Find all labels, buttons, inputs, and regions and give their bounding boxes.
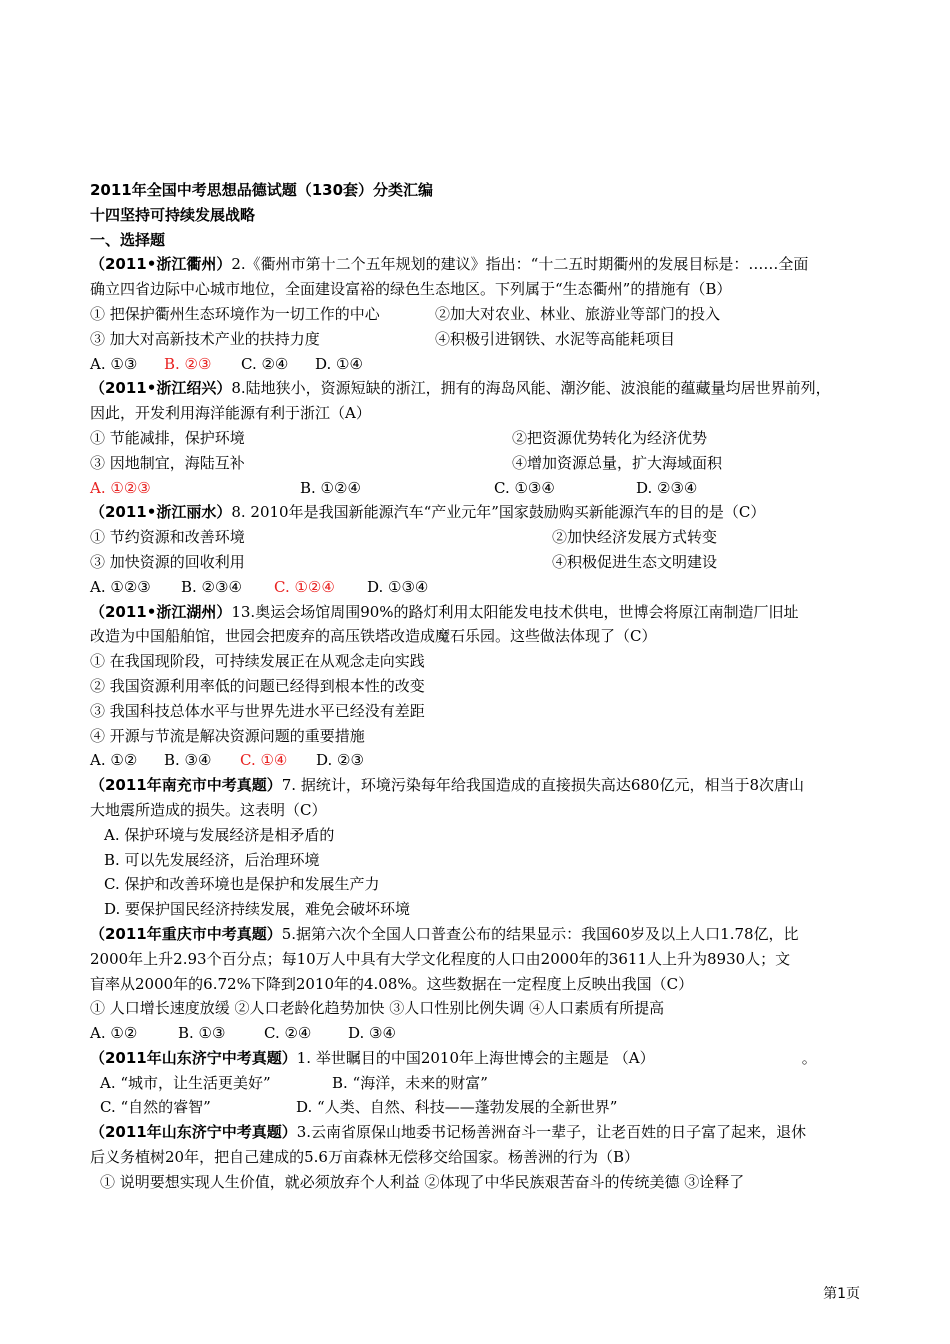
question-source: （2011年山东济宁中考真题） [90,1048,297,1067]
answer-choice: A. 保护环境与发展经济是相矛盾的 [104,825,335,844]
question-text: 3.云南省原保山地委书记杨善洲奋斗一辈子，让老百姓的日子富了起来，退休 [296,1123,807,1142]
answer-choice-correct: C. ①②④ [274,577,335,596]
option-row [90,327,870,352]
chapter-heading: 十四坚持可持续发展战略 [90,205,256,224]
question-text: 8. 2010年是我国新能源汽车“产业元年”国家鼓励购买新能源汽车的目的是（C） [231,503,766,522]
answer-row [90,352,870,377]
answer-choice: C. 保护和改善环境也是保护和发展生产力 [104,875,380,894]
option: ④增加资源总量，扩大海域面积 [512,453,723,472]
option: ① 把保护衢州生态环境作为一切工作的中心 [90,304,380,323]
option: ④积极促进生态文明建设 [552,552,718,571]
question-source: （2011•浙江湖州） [90,602,232,621]
question-5 [90,773,870,798]
question-4 [90,600,870,625]
question-text: 1. 举世瞩目的中国2010年上海世博会的主题是 （A） [296,1048,655,1067]
option: ② 我国资源利用率低的问题已经得到根本性的改变 [90,676,425,695]
answer-choice: D. ①④ [315,354,363,373]
answer-choice: B. 可以先发展经济，后治理环境 [104,850,320,869]
answer-choice: B. ③④ [164,751,212,770]
option-row [90,426,870,451]
question-text-line: 改造为中国船舶馆，世园会把废弃的高压铁塔改造成魔石乐园。这些做法体现了（C） [90,627,657,646]
question-text-line: 确立四省边际中心城市地位，全面建设富裕的绿色生态地区。下列属于“生态衢州”的措施有（B） [90,280,732,299]
question-7 [90,1046,870,1071]
answer-choice: B. ①②④ [300,478,361,497]
answer-choice-correct: C. ①④ [240,751,288,770]
answer-choice: C. ②④ [241,354,289,373]
answer-choice: A. ①② [90,751,138,770]
question-text-line: 大地震所造成的损失。这表明（C） [90,800,327,819]
question-text: 5.据第六次个全国人口普查公布的结果显示：我国60岁及以上人口1.78亿，比 [281,924,799,943]
option-row [90,525,870,550]
option: ① 节约资源和改善环境 [90,528,245,547]
question-text: 2.《衢州市第十二个五年规划的建议》指出：“十二五时期衢州的发展目标是：……全面 [231,255,809,274]
question-1 [90,252,870,277]
answer-row [90,575,870,600]
question-3 [90,500,870,525]
question-source: （2011年重庆市中考真题） [90,924,282,943]
option: ②加快经济发展方式转变 [552,528,718,547]
question-2 [90,376,870,401]
option: ④ 开源与节流是解决资源问题的重要措施 [90,726,365,745]
question-text-line: 后义务植树20年，把自己建成的5.6万亩森林无偿移交给国家。杨善洲的行为（B） [90,1148,639,1167]
answer-choice: A. ①②③ [90,577,151,596]
answer-choice: D. ②③④ [636,478,698,497]
option-row: ① 人口增长速度放缓 ②人口老龄化趋势加快 ③人口性别比例失调 ④人口素质有所提高 [90,999,665,1018]
question-text-line: 2000年上升2.93个百分点；每10万人中具有大学文化程度的人口由2000年的3611人上升为8930人；文 [90,949,791,968]
question-source: （2011•浙江绍兴） [90,379,232,398]
option-row [90,302,870,327]
answer-choice: D. ②③ [316,751,364,770]
answer-choice: C. ①③④ [494,478,555,497]
section-heading: 一、选择题 [90,230,166,249]
answer-row [90,1071,870,1096]
answer-row [90,476,870,501]
question-text: 7. 据统计，环境污染每年给我国造成的直接损失高达680亿元，相当于8次唐山 [281,776,805,795]
answer-choice: B. “海洋，未来的财富” [332,1073,488,1092]
question-text: 8.陆地狭小，资源短缺的浙江，拥有的海岛风能、潮汐能、波浪能的蕴藏量均居世界前列， [231,379,831,398]
option-row [90,550,870,575]
question-6 [90,922,870,947]
option: ① 节能减排，保护环境 [90,428,245,447]
question-text: 13.奥运会场馆周围90%的路灯利用太阳能发电技术供电，世博会将原江南制造厂旧址 [231,602,799,621]
option: ③ 因地制宜，海陆互补 [90,453,245,472]
answer-choice: D. ①③④ [367,577,429,596]
answer-choice: D. ③④ [348,1024,396,1043]
document-title: 2011年全国中考思想品德试题（130套）分类汇编 [90,181,434,199]
answer-choice: A. ①③ [90,354,138,373]
question-text-line: 因此，开发利用海洋能源有利于浙江（A） [90,404,371,423]
answer-row [90,1095,870,1120]
answer-choice: A. ①② [90,1024,138,1043]
question-text-line: 盲率从2000年的6.72%下降到2010年的4.08%。这些数据在一定程度上反映出我国（C） [90,974,694,993]
option-row: ① 说明要想实现人生价值，就必须放弃个人利益 ②体现了中华民族艰苦奋斗的传统美德 ③诠释了 [100,1172,745,1191]
question-source: （2011•浙江丽水） [90,503,232,522]
question-source: （2011年南充市中考真题） [90,776,282,795]
question-8 [90,1120,870,1145]
option: ① 在我国现阶段，可持续发展正在从观念走向实践 [90,652,425,671]
answer-choice: B. ②③④ [181,577,242,596]
answer-choice: D. “人类、自然、科技——蓬勃发展的全新世界” [296,1098,618,1117]
answer-row [90,1021,870,1046]
page-number: 第1页 [823,1286,860,1302]
answer-choice: C. ②④ [264,1024,312,1043]
question-source: （2011年山东济宁中考真题） [90,1123,297,1142]
document-body [90,178,870,1195]
question-source: （2011•浙江衢州） [90,255,232,274]
question-text-tail: 。 [801,1048,817,1067]
option: ②加大对农业、林业、旅游业等部门的投入 [435,304,721,323]
answer-choice: D. 要保护国民经济持续发展，难免会破坏环境 [104,900,411,919]
option: ③ 我国科技总体水平与世界先进水平已经没有差距 [90,701,425,720]
option: ④积极引进钢铁、水泥等高能耗项目 [435,329,676,348]
answer-choice-correct: B. ②③ [164,354,212,373]
answer-choice: A. “城市，让生活更美好” [100,1073,271,1092]
option-row [90,451,870,476]
answer-choice-correct: A. ①②③ [90,478,151,497]
option: ③ 加大对高新技术产业的扶持力度 [90,329,320,348]
option: ③ 加快资源的回收利用 [90,552,245,571]
answer-choice: B. ①③ [178,1024,226,1043]
answer-choice: C. “自然的睿智” [100,1098,211,1117]
option: ②把资源优势转化为经济优势 [512,428,708,447]
answer-row [90,748,870,773]
